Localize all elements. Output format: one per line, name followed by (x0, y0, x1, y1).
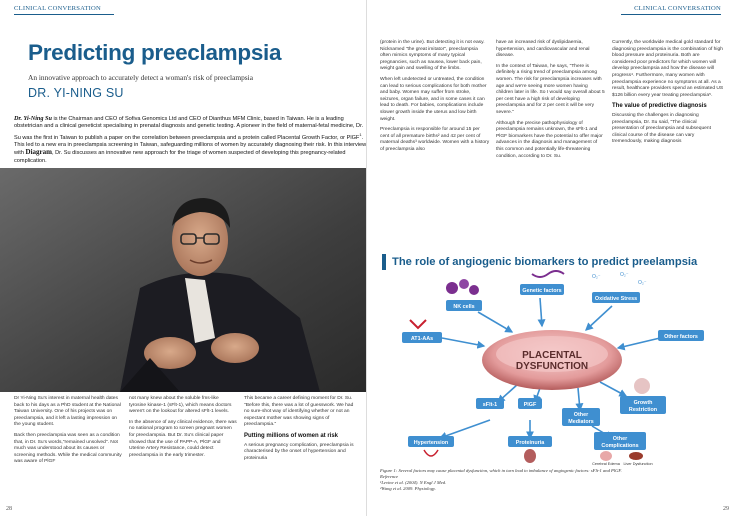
nk-cell-icon (446, 282, 458, 294)
article-title: Predicting preeclampsia (28, 40, 282, 65)
right-c3-p2: Discussing the challenges in diagnosing preeclampsia, Dr. Su said, "The clinical presentation of preeclampsia and subsequent clinical course of the disease can vary tremendously, making diagnosis (612, 112, 711, 145)
left-col-1 (14, 396, 122, 470)
article-subtitle: An innovative approach to accurately detect a woman's risk of preeclampsia (28, 73, 254, 82)
o2-label-2: O₂⁻ (620, 272, 629, 278)
right-c1-p2: When left undetected or untreated, the condition can lead to serious complications for both mother and baby. Women may suffer from stroke, seizures, organ failure, and in some cases it can lead to death. For babies, complications include slower growth inside the uterus and low birth weight. (380, 76, 487, 122)
liver-icon (629, 452, 643, 460)
caption-ref-1: ¹Levine et al. (2004). N Engl J Med. (380, 480, 447, 485)
page-number-right: 29 (723, 506, 729, 512)
nk-cell-icon (469, 285, 479, 295)
other-complications-label-1: Other (612, 436, 628, 442)
other-mediators-label-2: Mediators (568, 419, 594, 425)
right-c1-p1: (protein in the urine). But detecting it is not easy. Nicknamed "the great imitator", preeclampsia often mimics symptoms of many typical pregnancies, such as nausea, lower back pain, weight gain and swelling of the limbs. (380, 40, 485, 72)
figure-caption (380, 468, 728, 492)
other-factors-label: Other factors (664, 334, 698, 340)
right-c2-p1: have an increased risk of dyslipidaemia, hypertension, and cardiovascular and renal disease. (496, 40, 590, 59)
arrow-mediators (578, 388, 580, 410)
arrow-growth (600, 382, 626, 396)
kidney-icon (524, 449, 536, 463)
liver-dysfunction-label: Liver Dysfunction (623, 462, 653, 466)
section-header-left: CLINICAL CONVERSATION (14, 5, 101, 12)
caption-text: Figure 1: Several factors may cause placental dysfunction, which in turn lead to imbalance of angiogenic factors: sFlt-1 and PlGF. (380, 468, 622, 473)
intro-sup: 1 (359, 131, 362, 137)
right-c3-heading: The value of predictive diagnosis (612, 103, 707, 110)
dna-icon (532, 271, 564, 277)
growth-restriction-label-1: Growth (633, 400, 653, 406)
right-col-2 (496, 40, 606, 164)
arrow-oxidative (586, 306, 612, 330)
other-mediators-label-1: Other (573, 412, 589, 418)
right-c2-p3: Although the precise pathophysiology of preeclampsia remains unknown, the sFlt-1 and PlGF biomarkers have the potential to offer major advances in the diagnosis and management of this common and potentially life-threatening condition, according to Dr. Su. (496, 120, 603, 159)
header-rule-left (14, 14, 114, 15)
caption-reference-label: Reference (380, 474, 399, 479)
fetus-icon (634, 378, 650, 394)
left-c3-p2: A serious pregnancy complication, preeclampsia is characterised by the onset of hypertension and proteinuria (244, 442, 354, 461)
portrait-illustration (0, 168, 367, 392)
nk-cells-label: NK cells (453, 304, 475, 310)
left-c1-p2: Back then preeclampsia was seen as a condition that, in Dr. Su's words,"remained unsolved". Not much was understood about its causes or screening methods. While the medical community was aware of PlGF (14, 432, 122, 465)
intro-name: Dr. Yi-Ning Su (14, 115, 52, 122)
placental-label: PLACENTAL (522, 350, 582, 361)
page-number-left: 28 (6, 506, 12, 512)
dysfunction-label: DYSFUNCTION (515, 361, 589, 372)
plgf-label: PlGF (523, 402, 537, 408)
growth-restriction-label-2: Restriction (628, 407, 658, 413)
biomarker-figure (380, 248, 728, 466)
cerebral-edema-label: Cerebral Edema (592, 462, 620, 466)
right-c1-p3: Preeclampsia is responsible for around 15 per cent of all premature births² and 42 per cent of maternal deaths³ worldwide. Women with a history of preeclampsia also (380, 127, 490, 152)
brain-icon (600, 451, 612, 461)
heart-vessel-icon (424, 450, 438, 456)
intro-text-b: . This led to a new era in preeclampsia screening in Taiwan, safeguarding millions of women by accurately diagnosing their risk. In this interview with (14, 134, 367, 157)
author-name: DR. YI-NING SU (28, 86, 124, 100)
caption-ref-2: ²Wang et al. 2009. Physiology. (380, 486, 436, 491)
arrow-other-factors (618, 338, 660, 348)
figure-title: The role of angiogenic biomarkers to predict preelampsia (392, 256, 698, 268)
magazine-name: Diagram (25, 148, 52, 157)
arrow-nk (478, 312, 512, 332)
right-c2-p2: In the context of Taiwan, he says, "There is definitely a rising trend of preeclampsia among women. The risk for preeclampsia increases with age and we're seeing more women having children later in life. So I would say overall about 5 per cent have a high risk of developing preeclampsia and for 2 per cent it will be very severe." (496, 63, 605, 115)
left-c3-p1: This became a career defining moment for Dr. Su. "Before this, there was a lot of guesswork. We had no sure-shot way of identifying whether or not an expectant mother was showing signs of preeclampsia." (244, 396, 354, 428)
nk-cell-icon (459, 279, 469, 289)
oxidative-stress-label: Oxidative Stress (594, 296, 638, 302)
other-complications-label-2: Complications (601, 443, 639, 449)
left-col-2 (129, 396, 237, 463)
section-header-right: CLINICAL CONVERSATION (634, 5, 721, 12)
genetic-factors-label: Genetic factors (522, 288, 562, 294)
sflt1-label: sFlt-1 (482, 402, 498, 408)
left-page (0, 0, 367, 516)
left-c2-p2: In the absence of any clinical evidence, there was no national program to screen pregnant women for preeclampsia. But Dr. Su's clinical paper showed that the use of PAPP-A, PlGF and Uterine Artery Resistance, could detect preeclampsia in the early trimester. (129, 419, 237, 458)
figure-title-bar (382, 254, 386, 270)
right-c3-p1: Currently, the worldwide medical gold standard for diagnosing preeclampsia is the combination of high blood pressure and proteinuria. Both are considered poor predictors for which women will develop preeclampsia and how the disease will progress⁴. Furthermore, many women with preeclampsia experience no symptoms at all. As a result, healthcare providers spend an estimated US $126 billion every year treating preeclampsia⁵. (612, 40, 724, 98)
hypertension-label: Hypertension (413, 440, 449, 446)
o2-label-3: O₂⁻ (638, 280, 647, 286)
portrait-photo (0, 168, 367, 392)
o2-label: O₂⁻ (592, 274, 601, 280)
right-col-3 (612, 40, 724, 150)
intro-text-a: is the Chairman and CEO of Sofiva Genomics Ltd and CEO of Dianthus MFM Clinic, based in Taiwan. He is a leading obstetrician and a clinical geneticist specialising in prenatal diagnosis and genetic testing. A pioneer in the field of maternal-fetal medicine, Dr. Su was the first in Taiwan to publish a paper on the correlation between preeclampsia and a protein called Placental Growth Factor, or PlGF (14, 116, 364, 141)
figure-diagram (380, 270, 728, 466)
intro-text-c: , Dr. Su discusses an innovative new approach for the triage of women suspected of developing this pregnancy-related complication. (14, 150, 346, 164)
at1-aas-label: AT1-AAs (410, 336, 434, 342)
left-c1-p1: Dr Yi-Ning Su's interest in maternal health dates back to his days as a PhD student at the National Taiwan University. One of his projects was on preeclampsia, and it left a lasting impression on the young student. (14, 396, 121, 428)
right-col-1 (380, 40, 490, 158)
left-c2-p1: not many knew about the soluble fms-like tyrosine kinase-1 (sFlt-1), which means doctors weren't on the lookout for altered sFlt-1 levels. (129, 396, 232, 415)
antibody-icon (410, 320, 426, 328)
header-rule-right (621, 14, 721, 15)
arrow-hypertension (440, 420, 490, 438)
proteinuria-label: Proteinuria (515, 440, 545, 446)
arrow-genetic (540, 298, 542, 326)
left-c3-heading: Putting millions of women at risk (244, 432, 339, 439)
intro-paragraph (14, 115, 367, 165)
left-col-3 (244, 396, 356, 466)
arrow-at1 (442, 338, 484, 346)
